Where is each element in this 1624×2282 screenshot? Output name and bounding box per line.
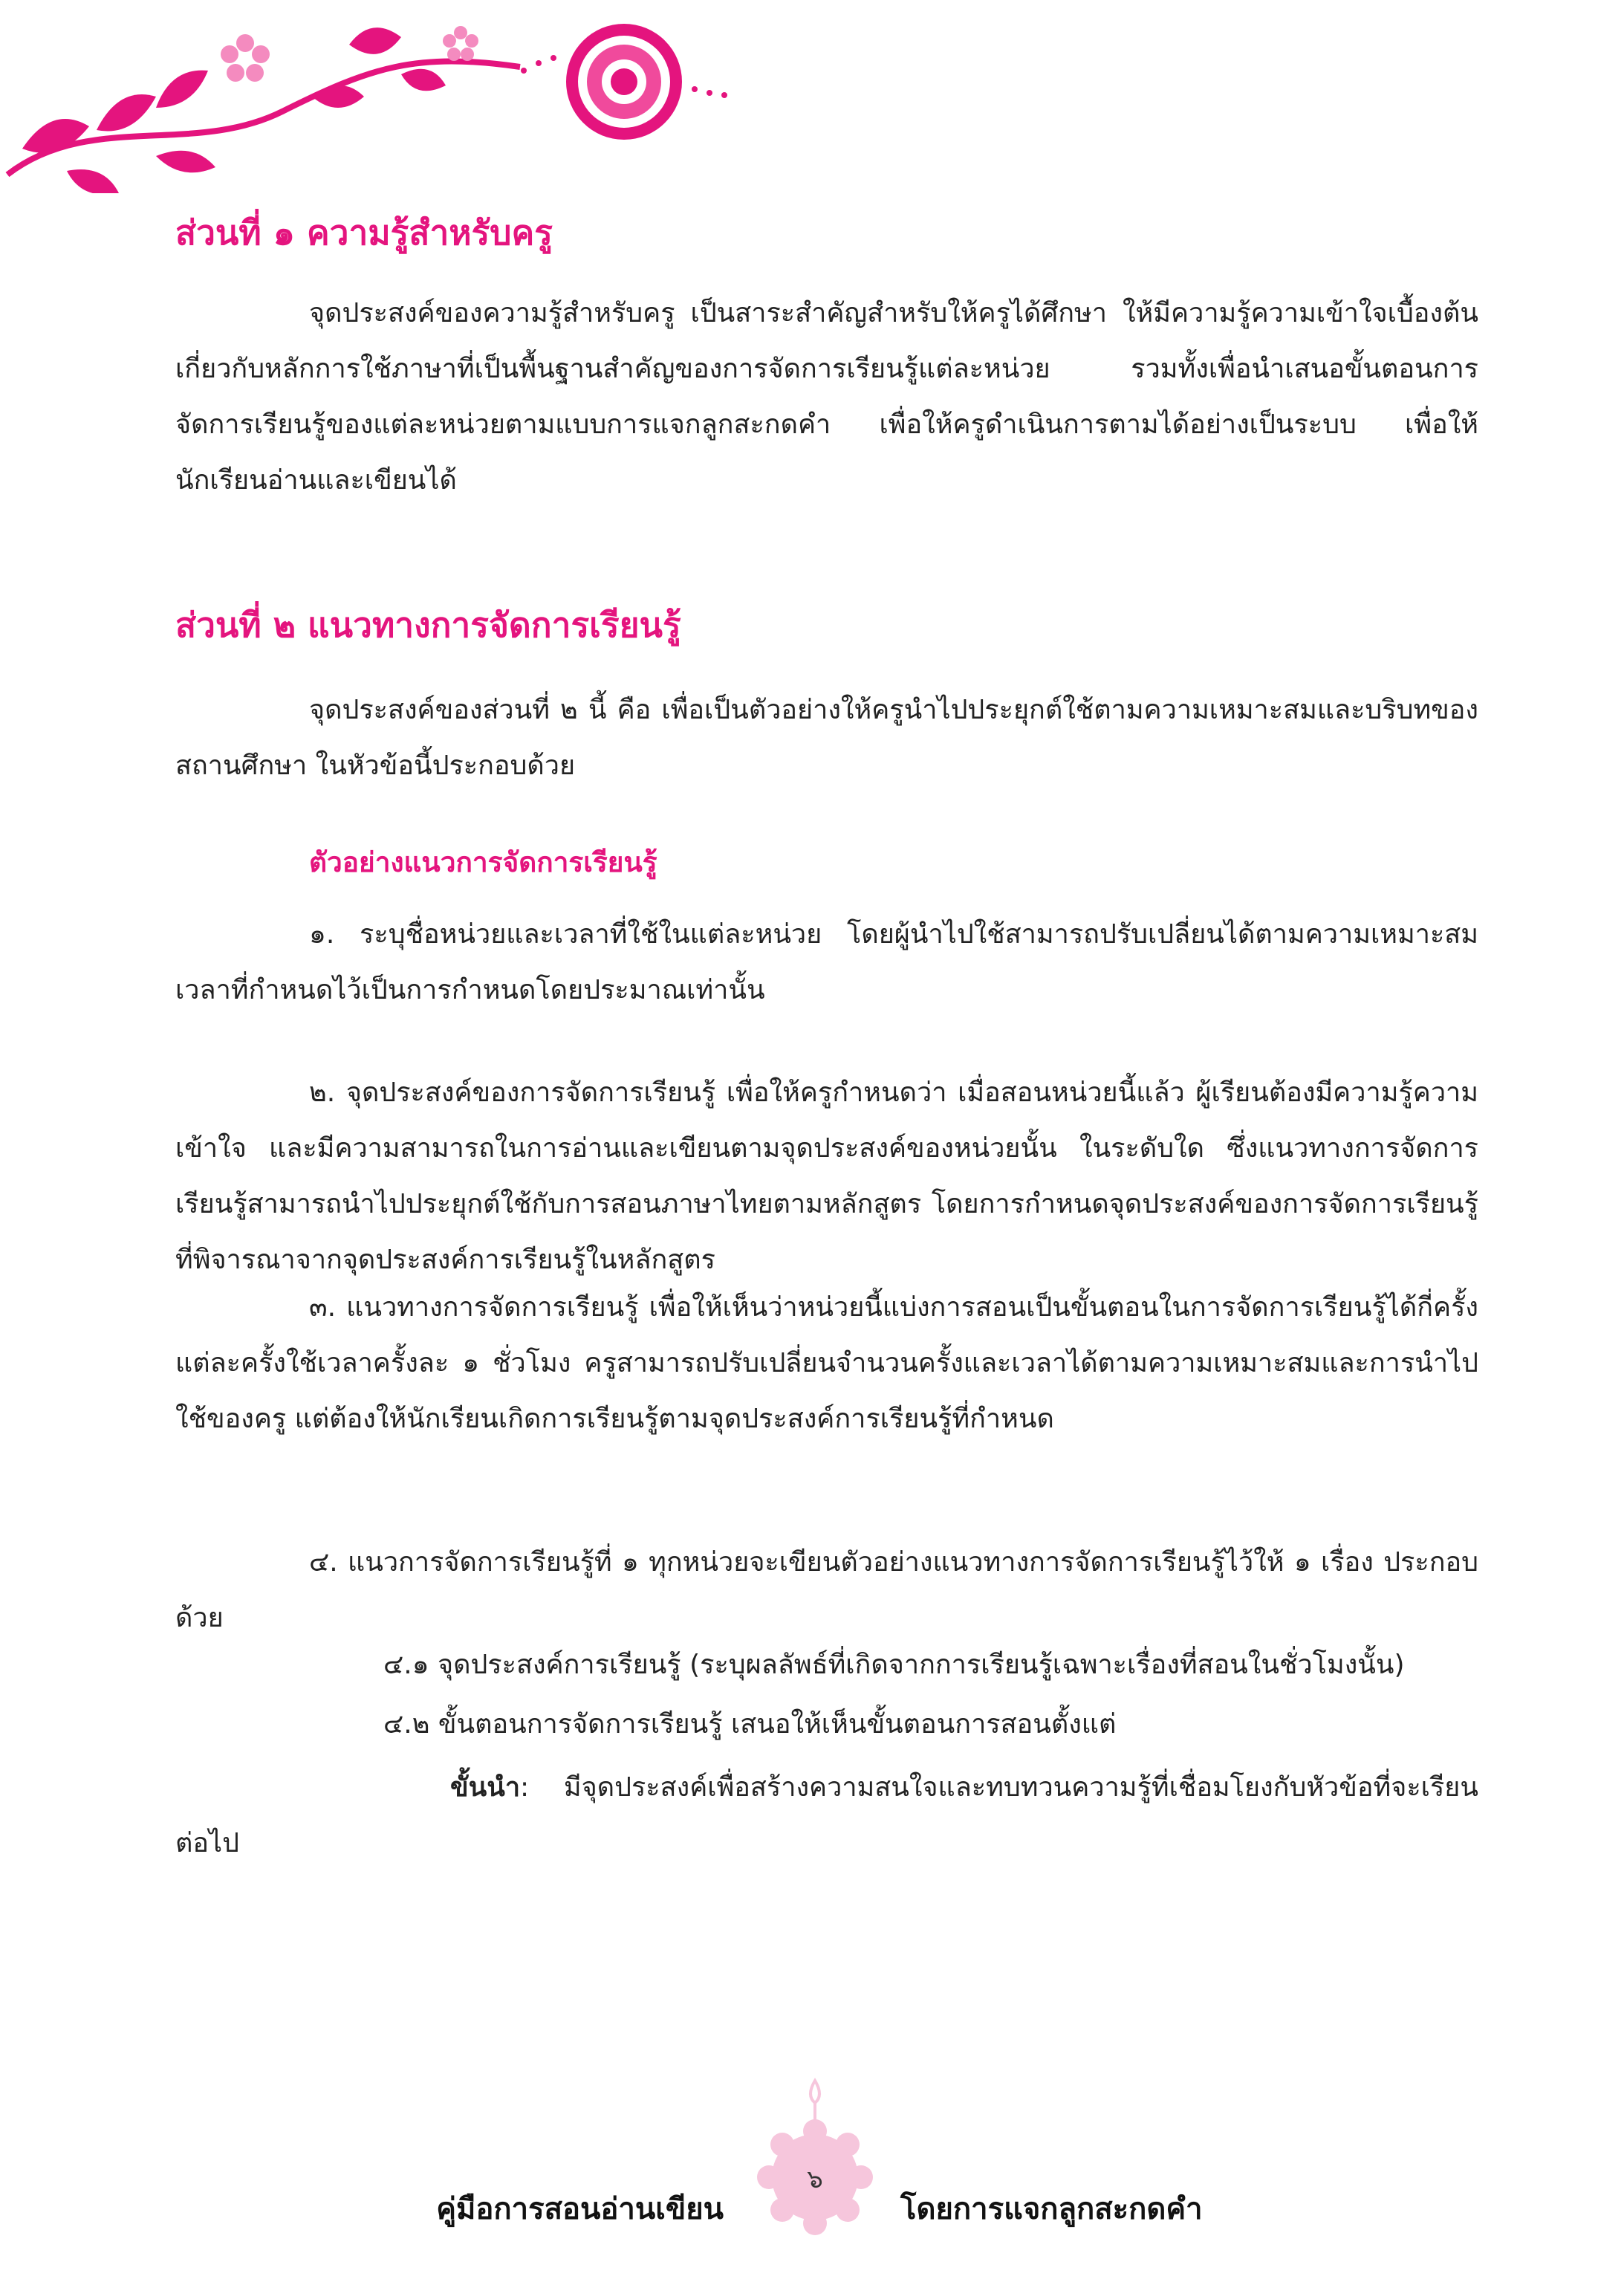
sub-item-4-1: ๔.๑ จุดประสงค์การเรียนรู้ (ระบุผลลัพธ์ที่เกิดจากการเรียนรู้เฉพาะเรื่องที่สอนในชั่วโมงนั้น): [383, 1650, 1405, 1680]
section-2-heading: ส่วนที่ ๒ แนวทางการจัดการเรียนรู้: [175, 605, 681, 645]
page-number: ๖: [807, 2165, 823, 2194]
sub-item-4-2: ๔.๒ ขั้นตอนการจัดการเรียนรู้ เสนอให้เห็นขั้นตอนการสอนตั้งแต่: [383, 1709, 1117, 1740]
footer-book-title: คู่มือการสอนอ่านเขียน: [436, 2192, 724, 2226]
intro-step-label: ขั้นนำ: [450, 1772, 521, 1803]
footer-book-subtitle: โดยการแจกลูกสะกดคำ: [900, 2192, 1203, 2226]
page-footer: [0, 2073, 1624, 2244]
list-item-1: ๑. ระบุชื่อหน่วยและเวลาที่ใช้ในแต่ละหน่วย โดยผู้นำไปใช้สามารถปรับเปลี่ยนได้ตามความเหมาะสม เวลาที่กำหนดไว้เป็นการกำหนดโดยประมาณเท่านั้น: [175, 919, 1478, 1005]
list-item-3: ๓. แนวทางการจัดการเรียนรู้ เพื่อให้เห็นว่าหน่วยนี้แบ่งการสอนเป็นขั้นตอนในการจัดการเรียนรู้ได้กี่ครั้ง แต่ละครั้งใช้เวลาครั้งละ ๑ ชั่วโมง ครูสามารถปรับเปลี่ยนจำนวนครั้งและเวลาได้ตามความเหมาะสมและการนำไปใช้ของครู แต่ต้องให้นักเรียนเกิดการเรียนรู้ตามจุดประสงค์การเรียนรู้ที่กำหนด: [175, 1292, 1478, 1434]
section-2-paragraph: จุดประสงค์ของส่วนที่ ๒ นี้ คือ เพื่อเป็นตัวอย่างให้ครูนำไปประยุกต์ใช้ตามความเหมาะสมและบริบทของสถานศึกษา ในหัวข้อนี้ประกอบด้วย: [175, 695, 1478, 781]
section-1-heading: ส่วนที่ ๑ ความรู้สำหรับครู: [175, 213, 553, 253]
section-1-paragraph: จุดประสงค์ของความรู้สำหรับครู เป็นสาระสำคัญสำหรับให้ครูได้ศึกษา ให้มีความรู้ความเข้าใจเบื้องต้นเกี่ยวกับหลักการใช้ภาษาที่เป็นพื้นฐานสำคัญของการจัดการเรียนรู้แต่ละหน่วย รวมทั้งเพื่อนำเสนอขั้นตอนการจัดการเรียนรู้ของแต่ละหน่วยตามแบบการแจกลูกสะกดคำ เพื่อให้ครูดำเนินการตามได้อย่างเป็นระบบ เพื่อให้นักเรียนอ่านและเขียนได้: [175, 298, 1478, 496]
floral-vine-decoration: [0, 0, 743, 193]
example-guideline-subheading: ตัวอย่างแนวการจัดการเรียนรู้: [309, 846, 657, 878]
list-item-4: ๔. แนวการจัดการเรียนรู้ที่ ๑ ทุกหน่วยจะเขียนตัวอย่างแนวทางการจัดการเรียนรู้ไว้ให้ ๑ เรื่อง ประกอบด้วย: [175, 1547, 1478, 1633]
list-item-2: ๒. จุดประสงค์ของการจัดการเรียนรู้ เพื่อให้ครูกำหนดว่า เมื่อสอนหน่วยนี้แล้ว ผู้เรียนต้องมีความรู้ความเข้าใจ และมีความสามารถในการอ่านและเขียนตามจุดประสงค์ของหน่วยนั้น ในระดับใด ซึ่งแนวทางการจัดการเรียนรู้สามารถนำไปประยุกต์ใช้กับการสอนภาษาไทยตามหลักสูตร โดยการกำหนดจุดประสงค์ของการจัดการเรียนรู้ที่พิจารณาจากจุดประสงค์การเรียนรู้ในหลักสูตร: [175, 1077, 1478, 1275]
intro-step-text: : มีจุดประสงค์เพื่อสร้างความสนใจและทบทวนความรู้ที่เชื่อมโยงกับหัวข้อที่จะเรียนต่อไป: [175, 1772, 1478, 1858]
intro-step-paragraph: [175, 1760, 1478, 1871]
